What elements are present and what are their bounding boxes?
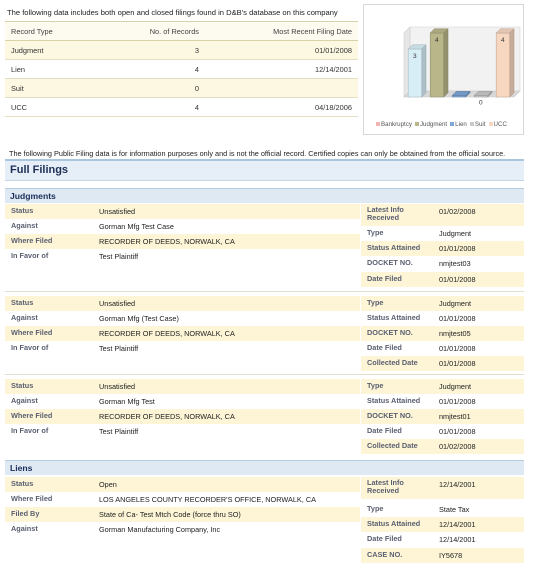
date-filed-label: Date Filed: [367, 274, 402, 283]
type-value: Judgment: [439, 299, 472, 308]
record-row: [5, 379, 360, 394]
where-filed-value: RECORDER OF DEEDS, NORWALK, CA: [99, 329, 235, 338]
docket-no-label: DOCKET NO.: [367, 258, 413, 267]
header-no-of-records: No. of Records: [95, 22, 205, 41]
public-filing-notice: The following Public Filing data is for information purposes only and is not the official record. Certified copies can only be obtained from the official source.: [9, 149, 506, 158]
record-row: [5, 341, 360, 356]
type-label: Type: [367, 381, 384, 390]
record-row: [361, 272, 524, 287]
against-label: Against: [11, 221, 38, 230]
record-row: [5, 204, 360, 219]
record-count: 4: [95, 98, 205, 117]
section-liens-title: Liens: [10, 463, 33, 473]
latest-info-received-label: Latest Info Received: [367, 478, 404, 495]
summary-table: [5, 21, 358, 117]
record-row: [361, 341, 524, 356]
in-favor-of-value: Test Plaintiff: [99, 344, 139, 353]
filed-by-label: Filed By: [11, 509, 40, 518]
record-row: [5, 326, 360, 341]
record-date: 12/14/2001: [205, 60, 358, 79]
record-row: [361, 439, 524, 454]
where-filed-label: Where Filed: [11, 236, 53, 245]
full-filings-header: [5, 159, 524, 181]
where-filed-label: Where Filed: [11, 328, 53, 337]
record-row: [5, 219, 360, 234]
full-filings-title: Full Filings: [10, 164, 69, 176]
legend-label: UCC: [493, 121, 507, 128]
legend-label: Judgment: [419, 121, 448, 128]
status-attained-label: Status Attained: [367, 313, 421, 322]
table-row: [5, 60, 358, 79]
chart-legend: [373, 121, 507, 128]
type-label: Type: [367, 298, 384, 307]
record-row: [361, 424, 524, 439]
chart-data-label: 4: [434, 37, 439, 44]
chart-bar-judgment: [430, 29, 448, 97]
legend-label: Lien: [455, 121, 467, 128]
status-value: Unsatisfied: [99, 299, 136, 308]
record-divider: [5, 291, 524, 292]
date-filed-value: 01/01/2008: [439, 344, 476, 353]
collected-date-value: 01/02/2008: [439, 442, 476, 451]
status-label: Status: [11, 381, 34, 390]
bar-side: [422, 45, 426, 97]
where-filed-value: RECORDER OF DEEDS, NORWALK, CA: [99, 237, 235, 246]
collected-date-label: Collected Date: [367, 441, 418, 450]
date-filed-label: Date Filed: [367, 426, 402, 435]
record-type: Lien: [5, 60, 95, 79]
record-row: [5, 249, 360, 264]
chart-data-label: 0: [478, 99, 483, 107]
record-row: [361, 409, 524, 424]
record-date: [205, 79, 358, 98]
status-attained-value: 12/14/2001: [439, 520, 476, 529]
against-label: Against: [11, 396, 38, 405]
status-attained-label: Status Attained: [367, 396, 421, 405]
legend-item-suit: [467, 121, 486, 128]
date-filed-value: 12/14/2001: [439, 535, 476, 544]
chart-bar-ucc: [496, 29, 514, 97]
case-no-label: CASE NO.: [367, 550, 403, 559]
record-row: [361, 226, 524, 241]
status-attained-value: 01/01/2008: [439, 314, 476, 323]
type-label: Type: [367, 228, 384, 237]
summary-header-row: [5, 22, 358, 41]
record-count: 0: [95, 79, 205, 98]
collected-date-label: Collected Date: [367, 358, 418, 367]
table-row: [5, 98, 358, 117]
against-value: Gorman Mfg Test Case: [99, 222, 174, 231]
date-filed-label: Date Filed: [367, 534, 402, 543]
legend-label: Suit: [474, 121, 486, 128]
docket-no-label: DOCKET NO.: [367, 411, 413, 420]
against-label: Against: [11, 524, 38, 533]
record-row: [361, 548, 524, 563]
latest-info-received-value: 12/14/2001: [439, 480, 476, 489]
type-value: State Tax: [439, 505, 470, 514]
status-attained-label: Status Attained: [367, 243, 421, 252]
latest-info-received-value: 01/02/2008: [439, 207, 476, 216]
record-row: [361, 296, 524, 311]
legend-swatch: [376, 122, 380, 126]
record-date: 01/01/2008: [205, 41, 358, 60]
record-row: [361, 517, 524, 532]
legend-swatch: [450, 122, 454, 126]
record-row: [5, 492, 360, 507]
in-favor-of-label: In Favor of: [11, 426, 49, 435]
type-value: Judgment: [439, 229, 472, 238]
record-row: [361, 326, 524, 341]
legend-item-ucc: [486, 121, 507, 128]
record-row: [361, 311, 524, 326]
header-record-type: Record Type: [5, 22, 95, 41]
record-row: [361, 356, 524, 371]
type-value: Judgment: [439, 382, 472, 391]
collected-date-value: 01/01/2008: [439, 359, 476, 368]
chart-data-label: 3: [412, 53, 417, 60]
legend-item-bankruptcy: [373, 121, 412, 128]
record-row: [5, 234, 360, 249]
date-filed-label: Date Filed: [367, 343, 402, 352]
legend-item-judgment: [412, 121, 447, 128]
section-judgments: [5, 188, 524, 203]
record-row: [361, 394, 524, 409]
against-value: Gorman Manufacturing Company, Inc: [99, 525, 221, 534]
docket-no-value: nmjtest03: [439, 259, 471, 268]
docket-no-value: nmjtest01: [439, 412, 471, 421]
record-row: [5, 522, 360, 537]
record-divider: [5, 374, 524, 375]
table-row: [5, 41, 358, 60]
status-attained-value: 01/01/2008: [439, 397, 476, 406]
record-row: [361, 532, 524, 547]
filings-chart-svg: [364, 5, 525, 120]
in-favor-of-label: In Favor of: [11, 251, 49, 260]
legend-swatch: [470, 122, 474, 126]
chart-bar-bankruptcy: [408, 45, 426, 97]
record-row: [361, 204, 524, 226]
record-type: UCC: [5, 98, 95, 117]
record-row: [5, 507, 360, 522]
public-filings-summary: [5, 6, 358, 117]
status-value: Unsatisfied: [99, 207, 136, 216]
where-filed-label: Where Filed: [11, 411, 53, 420]
filings-chart: [363, 4, 524, 135]
bar-side: [510, 29, 514, 97]
status-label: Status: [11, 479, 34, 488]
summary-intro: The following data includes both open and closed filings found in D&B's database on this company: [7, 8, 338, 17]
record-count: 4: [95, 60, 205, 79]
date-filed-value: 01/01/2008: [439, 427, 476, 436]
record-row: [5, 296, 360, 311]
legend-swatch: [489, 122, 493, 126]
where-filed-value: RECORDER OF DEEDS, NORWALK, CA: [99, 412, 235, 421]
record-count: 3: [95, 41, 205, 60]
in-favor-of-label: In Favor of: [11, 343, 49, 352]
against-label: Against: [11, 313, 38, 322]
status-value: Open: [99, 480, 117, 489]
record-row: [361, 256, 524, 271]
where-filed-value: LOS ANGELES COUNTY RECORDER'S OFFICE, NORWALK, CA: [99, 495, 316, 504]
record-row: [5, 409, 360, 424]
in-favor-of-value: Test Plaintiff: [99, 427, 139, 436]
record-row: [5, 424, 360, 439]
type-label: Type: [367, 504, 384, 513]
section-judgments-title: Judgments: [10, 191, 56, 201]
bar-side: [444, 29, 448, 97]
status-label: Status: [11, 298, 34, 307]
against-value: Gorman Mfg Test: [99, 397, 155, 406]
status-attained-label: Status Attained: [367, 519, 421, 528]
filed-by-value: State of Ca- Test Mtch Code (force thru SO): [99, 510, 241, 519]
record-row: [5, 311, 360, 326]
section-liens: [5, 460, 524, 475]
docket-no-value: nmjtest05: [439, 329, 471, 338]
record-row: [361, 502, 524, 517]
legend-swatch: [415, 122, 419, 126]
record-row: [361, 379, 524, 394]
record-row: [5, 394, 360, 409]
record-type: Suit: [5, 79, 95, 98]
legend-item-lien: [447, 121, 467, 128]
docket-no-label: DOCKET NO.: [367, 328, 413, 337]
status-attained-value: 01/01/2008: [439, 244, 476, 253]
status-label: Status: [11, 206, 34, 215]
status-value: Unsatisfied: [99, 382, 136, 391]
against-value: Gorman Mfg (Test Case): [99, 314, 179, 323]
in-favor-of-value: Test Plaintiff: [99, 252, 139, 261]
legend-label: Bankruptcy: [381, 121, 412, 128]
chart-data-label: 4: [500, 37, 505, 44]
record-row: [361, 477, 524, 499]
date-filed-value: 01/01/2008: [439, 275, 476, 284]
header-most-recent-filing-date: Most Recent Filing Date: [205, 22, 358, 41]
record-row: [361, 241, 524, 256]
record-row: [5, 477, 360, 492]
record-date: 04/18/2006: [205, 98, 358, 117]
case-no-value: IY5678: [439, 551, 463, 560]
record-type: Judgment: [5, 41, 95, 60]
table-row: [5, 79, 358, 98]
latest-info-received-label: Latest Info Received: [367, 205, 404, 222]
where-filed-label: Where Filed: [11, 494, 53, 503]
